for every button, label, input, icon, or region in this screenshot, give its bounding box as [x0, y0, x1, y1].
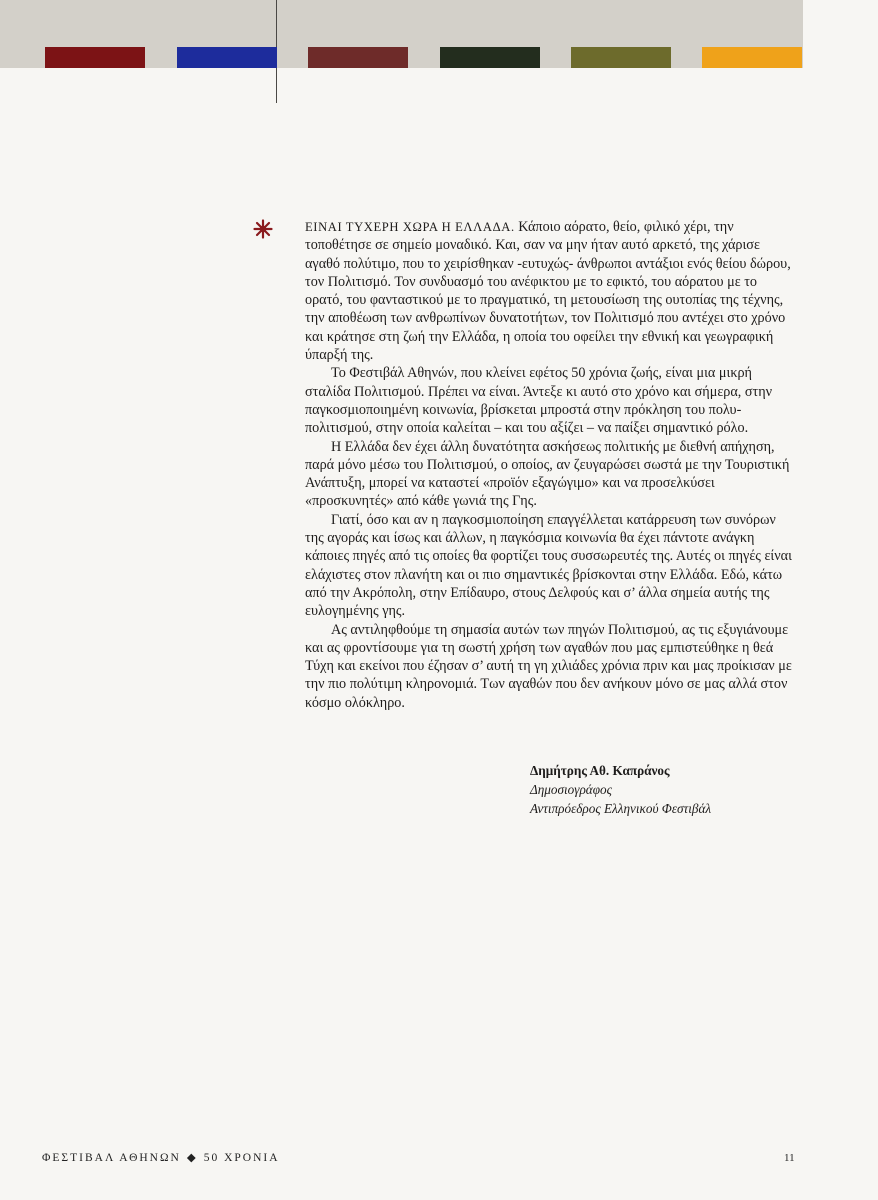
author-role-vice-president: Αντιπρόεδρος Ελληνικού Φεστιβάλ	[530, 801, 712, 816]
footer-years: 50 ΧΡΟΝΙΑ	[203, 1152, 280, 1164]
article-paragraph-1	[305, 218, 797, 364]
color-swatch-2	[177, 47, 277, 68]
article-paragraph-4: Γιατί, όσο και αν η παγκοσμιοποίηση επαγγέλλεται κατάρρευση των συνόρων της αγοράς και ίσως και άλλων, η παγκόσμια κοινωνία θα έχει πάντοτε ανάγκη κάποιες πηγές από τις οποίες θα φορτίζει τους συσσωρευτές της. Αυτές οι πηγές είναι ελάχιστες στον πλανήτη και οι πιο σημαντικές βρίσκονται στην Ελλάδα. Εδώ, κάτω από την Ακρόπολη, στην Επίδαυρο, στους Δελφούς και σ’ άλλα σημεία αυτής της ευλογημένης γης.	[305, 511, 792, 620]
author-role-journalist: Δημοσιογράφος	[530, 782, 612, 797]
article-body	[305, 218, 797, 712]
color-swatch-1	[45, 47, 145, 68]
ornament-icon	[253, 219, 273, 239]
paragraph-text: Κάποιο αόρατο, θείο, φιλικό χέρι, την τοποθέτησε σε σημείο μοναδικό. Και, σαν να μην ήταν αυτό αρκετό, της χάρισε αγαθό πολύτιμο, που το χειρίσθηκαν -ευτυχώς- άνθρωποι αντάξιοι ενός θείου δώρου, τον Πολιτισμό. Τον συνδυασμό του ανέφικτου με το εφικτό, του αόρατου με το ορατό, του φανταστικού με το πραγματικό, τη μετουσίωση της ουτοπίας της τέχνης, την αποθέωση των ανθρωπίνων δυνατοτήτων, τον Πολιτισμό που αντέχει στο χρόνο και κράτησε στη ζωή την Ελλάδα, η οποία του οφείλει την εθνική και γεωγραφική ύπαρξή της.	[305, 219, 791, 364]
color-swatch-5	[571, 47, 671, 68]
footer-diamond-icon: ◆	[186, 1152, 198, 1164]
lead-in-caps: ΕΙΝΑΙ ΤΥΧΕΡΗ ΧΩΡΑ Η ΕΛΛΑΔΑ.	[305, 220, 515, 234]
running-footer	[42, 1150, 280, 1164]
article-paragraph-5: Ας αντιληφθούμε τη σημασία αυτών των πηγών Πολιτισμού, ας τις εξυγιάνουμε και ας φροντίσουμε για τη σωστή χρήση των αγαθών που μας εμπιστεύθηκε η θεά Τύχη και εκείνοι που έζησαν σ’ αυτή τη γη χιλιάδες χρόνια πριν και μας προίκισαν με την πιο πολύτιμη κληρονομιά. Των αγαθών που δεν ανήκουν μόνο σε μας αλλά στον κόσμο ολόκληρο.	[305, 621, 792, 711]
color-swatch-3	[308, 47, 408, 68]
color-swatch-6	[702, 47, 802, 68]
article-paragraph-2: Το Φεστιβάλ Αθηνών, που κλείνει εφέτος 50 χρόνια ζωής, είναι μια μικρή σταλίδα Πολιτισμού. Πρέπει να είναι. Άντεξε κι αυτό στο χρόνο και σήμερα, στην παγκοσμιοποιημένη κοινωνία, βρίσκεται μπροστά στην πρόκληση του πολυ-πολιτισμού, στην οποία καλείται – και του αξίζει – να παίξει σημαντικό ρόλο.	[305, 365, 773, 437]
article-paragraph-3: Η Ελλάδα δεν έχει άλλη δυνατότητα ασκήσεως πολιτικής με διεθνή απήχηση, παρά μόνο μέσω του Πολιτισμού, ο οποίος, αν ζευγαρώσει σωστά με την Τουριστική Ανάπτυξη, μπορεί να καταστεί «προϊόν εξαγώγιμο» και να προσελκύσει «προσκυνητές» από κάθε γωνιά της Γης.	[305, 438, 790, 510]
author-name: Δημήτρης Αθ. Καπράνος	[530, 763, 670, 778]
page-number: 11	[784, 1152, 795, 1164]
signature-block	[530, 761, 711, 818]
footer-festival-name: ΦΕΣΤΙΒΑΛ ΑΘΗΝΩΝ	[42, 1152, 181, 1164]
color-swatch-4	[440, 47, 540, 68]
